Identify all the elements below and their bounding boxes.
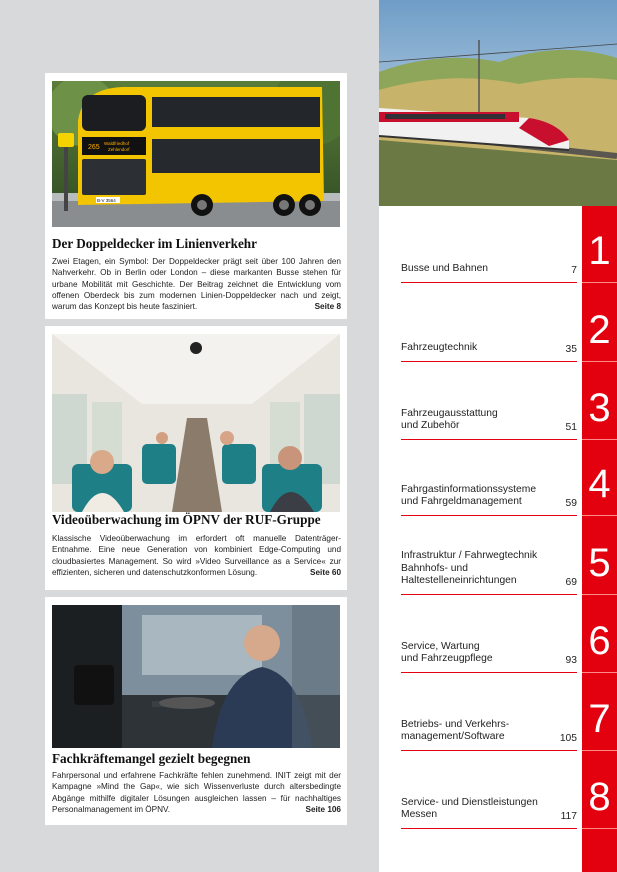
article-card-double-decker[interactable] [45,73,347,319]
bus-route-number: 265 [88,144,100,151]
chapter-number-divider [582,828,617,829]
article-card-video-surveillance[interactable] [45,326,347,590]
article-title: Der Doppeldecker im Linienverkehr [52,236,257,251]
toc-entry-7[interactable] [401,673,577,751]
chapter-number-divider [582,515,617,516]
chapter-number-5: 5 [588,541,611,585]
toc-entry-page: 59 [565,498,577,509]
chapter-number-2: 2 [588,308,611,352]
article-page-link[interactable]: Seite 8 [314,302,341,312]
article-teaser [52,770,341,815]
article-card-fachkraefte[interactable] [45,597,347,825]
toc-entry-label: Busse und Bahnen [401,263,489,275]
bus-destination-line2: Zehlendorf [108,147,130,152]
chapter-number-divider [582,361,617,362]
toc-entry-2[interactable] [401,283,577,362]
bus-license-plate: B-V 3564 [97,198,116,203]
double-decker-bus-photo [52,81,340,227]
toc-entry-label: Fahrzeugausstattung und Zubehör [401,407,498,432]
toc-entry-label: Service, Wartung und Fahrzeugpflege [401,640,493,665]
article-teaser-text: Zwei Etagen, ein Symbol: Der Doppeldecker prägt seit über 100 Jahren den Nahverkehr. Ob in Berlin oder London – diese markanten Busse stehen für urbane Mobilität mit Geschichte. Der Beitrag zeichnet die Entwicklung vom offenen Oberdeck bis zum modernen Linien-Doppeldecker nach und zeigt, warum das Konzept bis heute fasziniert. [52,257,341,312]
chapter-number-4: 4 [588,462,611,506]
toc-entry-label: Fahrzeugtechnik [401,342,478,354]
toc-entry-page: 117 [560,811,577,822]
article-teaser-text: Klassische Videoüberwachung im erfordert oft manuelle Datenträger-Entnahme. Eine neue Generation von kombiniert Edge-Computing und cloudbasiertes Management. So wird »Video Surveillance as a Service« zur effizienten, sicheren und datenschutzkonformen Lösung. [52,534,341,577]
toc-entry-3[interactable] [401,362,577,440]
toc-entry-label: Service- und Dienstleistungen Messen [401,796,538,821]
chapter-number-divider [582,750,617,751]
bus-driver-photo [52,605,340,748]
chapter-number-6: 6 [588,619,611,663]
article-page-link[interactable]: Seite 60 [310,567,341,577]
toc-entry-label: Infrastruktur / Fahrwegtechnik Bahnhofs- und Haltestelleneinrichtungen [401,550,538,587]
toc-entry-label: Fahrgastinformationssysteme und Fahrgeldmanagement [401,483,537,508]
chapter-number-divider [582,439,617,440]
train-interior-photo [52,334,340,512]
toc-entry-4[interactable] [401,440,577,516]
toc-entry-page: 105 [559,733,577,744]
article-teaser [52,256,341,312]
article-teaser [52,533,341,578]
toc-entry-page: 35 [565,344,577,355]
article-title: Fachkräftemangel gezielt begegnen [52,751,251,766]
bus-destination-line1: Waldfriedhof [104,141,130,146]
train-landscape-photo [379,0,617,206]
chapter-number-divider [582,672,617,673]
toc-entry-5[interactable] [401,516,577,595]
train-interior-illustration [52,334,340,512]
article-teaser-text: Fahrpersonal und erfahrene Fachkräfte fehlen zunehmend. INIT zeigt mit der Kampagne »Mind the Gap«, wie sich Wissenverluste durch altersbedingte Abgänge mithilfe digitaler Lösungen ausgleichen lassen – für nachhaltiges Personalmanagement im ÖPNV. [52,771,341,814]
chapter-number-1: 1 [588,229,611,273]
toc-entry-page: 93 [565,655,577,666]
chapter-number-3: 3 [588,386,611,430]
train-landscape-illustration [379,0,617,206]
dome-camera-icon [190,342,202,354]
toc-entry-1[interactable] [401,206,577,283]
toc-entry-8[interactable] [401,751,577,829]
toc-entry-6[interactable] [401,595,577,673]
chapter-number-divider [582,594,617,595]
toc-entry-page: 69 [565,577,577,588]
bus-driver-illustration [52,605,340,748]
chapter-number-8: 8 [588,775,611,819]
chapter-number-7: 7 [588,697,611,741]
toc-entry-page: 7 [571,265,577,276]
toc-entry-divider [401,828,577,829]
toc-entry-page: 51 [565,422,577,433]
article-page-link[interactable]: Seite 106 [305,804,341,814]
article-title: Videoüberwachung im ÖPNV der RUF-Gruppe [52,512,321,527]
toc-entry-label: Betriebs- und Verkehrs- management/Software [401,718,510,743]
chapter-number-divider [582,282,617,283]
bus-illustration [52,81,340,227]
